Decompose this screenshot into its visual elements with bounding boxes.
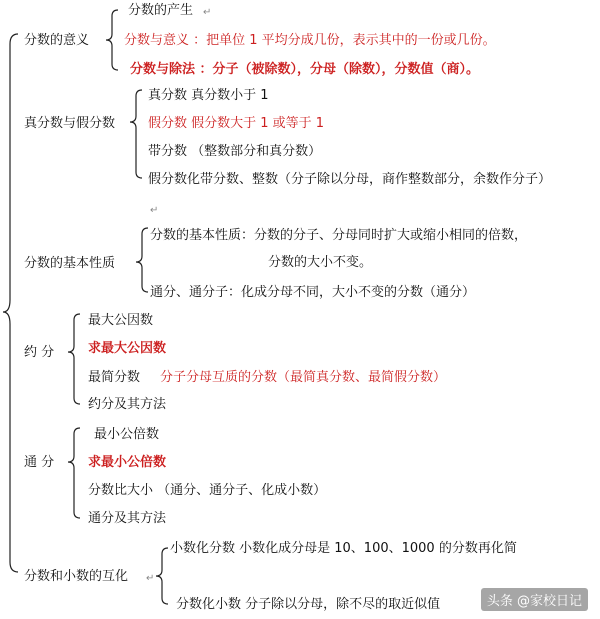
- section-label-basic: 分数的基本性质: [24, 256, 116, 271]
- reduce-item-method: 约分及其方法: [88, 397, 167, 412]
- paragraph-mark: ↵: [146, 573, 155, 584]
- meaning-item-division: 分数与除法 ：分子（被除数），分母（除数），分数值（商）。: [130, 62, 480, 77]
- basic-item-common: 通分、通分子：化成分母不同，大小不变的分数（通分）: [150, 285, 476, 300]
- section-label-meaning: 分数的意义: [24, 33, 90, 48]
- proper-item-improper: 假分数 假分数大于 1 或等于 1: [148, 116, 325, 131]
- proper-item-mixed: 带分数 （整数部分和真分数）: [148, 144, 322, 159]
- section-label-common: 通 分: [24, 455, 55, 470]
- common-item-lcm: 最小公倍数: [94, 427, 160, 442]
- decimal-item-dec-to-frac: 小数化分数 小数化成分母是 10、100、1000 的分数再化简: [170, 541, 517, 556]
- reduce-item-find-gcf: 求最大公因数: [88, 341, 167, 356]
- reduce-item-simplest-def: 分子分母互质的分数（最简真分数、最简假分数）: [160, 370, 447, 385]
- reduce-item-simplest: 最简分数: [88, 370, 141, 385]
- basic-item-property-cont: 分数的大小不变。: [268, 255, 373, 270]
- paragraph-mark: ↵: [150, 205, 159, 216]
- paragraph-mark: ↵: [203, 7, 212, 18]
- meaning-item-definition: 分数与意义 ：把单位 1 平均分成几份，表示其中的一份或几份。: [124, 33, 496, 48]
- meaning-item-origin: 分数的产生: [128, 3, 194, 18]
- section-label-decimal: 分数和小数的互化: [24, 569, 129, 584]
- watermark: 头条 @家校日记: [481, 588, 588, 611]
- reduce-item-gcf: 最大公因数: [88, 313, 154, 328]
- proper-item-proper: 真分数 真分数小于 1: [148, 88, 269, 103]
- common-item-method: 通分及其方法: [88, 511, 167, 526]
- proper-item-convert: 假分数化带分数、整数（分子除以分母，商作整数部分，余数作分子）: [148, 172, 552, 187]
- common-item-find-lcm: 求最小公倍数: [88, 455, 167, 470]
- basic-item-property: 分数的基本性质：分数的分子、分母同时扩大或缩小相同的倍数，: [150, 228, 528, 243]
- section-label-proper: 真分数与假分数: [24, 116, 116, 131]
- decimal-item-frac-to-dec: 分数化小数 分子除以分母，除不尽的取近似值: [176, 597, 441, 612]
- section-label-reduce: 约 分: [24, 345, 55, 360]
- common-item-compare: 分数比大小 （通分、通分子、化成小数）: [88, 483, 327, 498]
